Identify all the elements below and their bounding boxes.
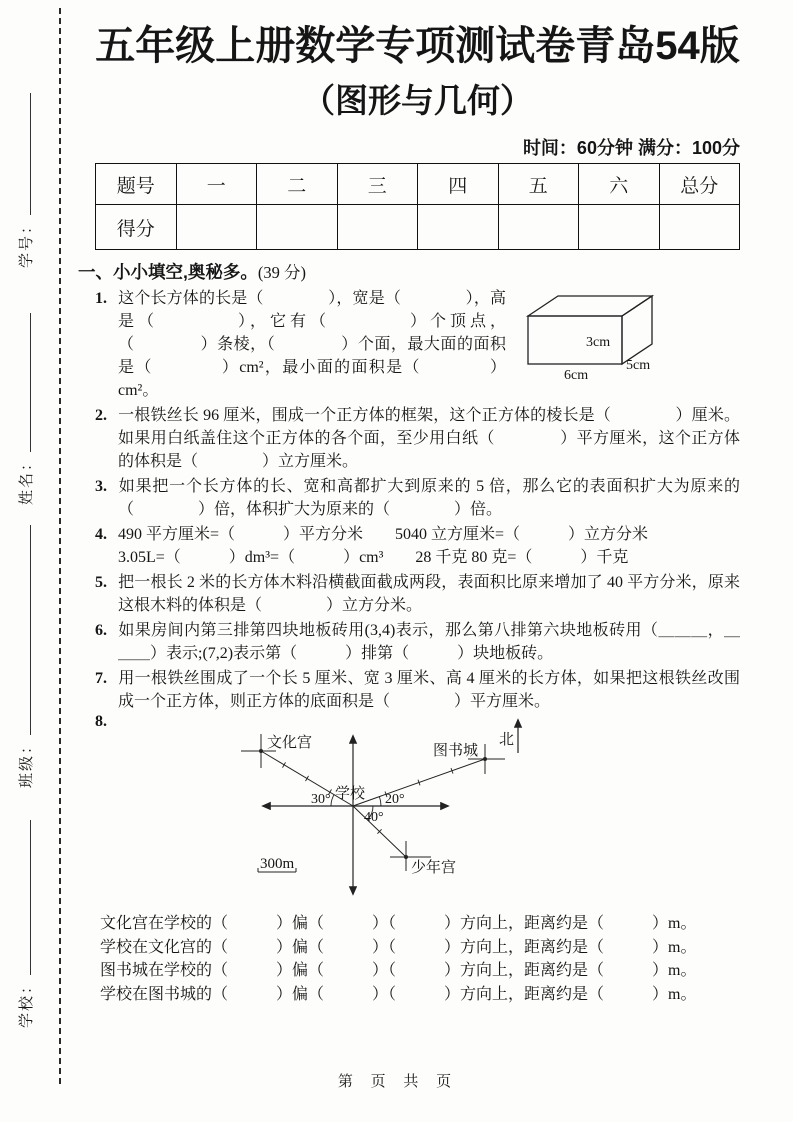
- cuboid-height-label: 3cm: [586, 335, 611, 350]
- score-table-empty-cell: [176, 205, 257, 250]
- question-1: [95, 287, 740, 402]
- fill-line: 图书城在学校的（ ）偏（ ）（ ）方向上，距离约是（ ）m。: [100, 962, 697, 979]
- name-blank: [14, 313, 31, 452]
- main-content: [78, 20, 740, 1006]
- angle-20-label: 20°: [385, 792, 405, 807]
- question-text: 490 平方厘米=（ ）平方分米 5040 立方厘米=（ ）立方分米: [118, 526, 649, 543]
- score-table: [95, 163, 740, 250]
- section1-heading-text: 一、小小填空,奥秘多。: [78, 262, 258, 282]
- angle-30-label: 30°: [311, 792, 331, 807]
- score-table-empty-cell: [418, 205, 499, 250]
- question-number: 4.: [95, 526, 107, 543]
- class-label: 班级：: [19, 736, 35, 788]
- score-table-empty-cell: [337, 205, 418, 250]
- section1-heading: [78, 259, 740, 284]
- question-4: [95, 523, 740, 569]
- score-table-cell: 题号: [96, 164, 177, 205]
- seal-dashed-line: [59, 8, 61, 1084]
- school-label: 学校: [335, 786, 366, 802]
- question-text: 如果房间内第三排第四块地板砖用(3,4)表示，那么第八排第六块地板砖用（＿＿＿，＿＿＿）表示;(7,2)表示第（ ）排第（ ）块地板砖。: [118, 622, 740, 662]
- fill-line: 文化宫在学校的（ ）偏（ ）（ ）方向上，距离约是（ ）m。: [100, 915, 697, 932]
- school-blank: [14, 820, 31, 975]
- question-7: [95, 667, 740, 713]
- score-table-cell: 五: [498, 164, 579, 205]
- question-5: [95, 571, 740, 617]
- question-number: 8.: [95, 713, 107, 730]
- question-number: 1.: [95, 290, 107, 307]
- score-table-cell: 二: [257, 164, 338, 205]
- score-table-cell: 总分: [659, 164, 740, 205]
- score-table-empty-cell: [579, 205, 660, 250]
- youth-palace-label: 少年宫: [411, 860, 457, 876]
- sidebar-field-school: [14, 805, 38, 1028]
- fill-line: 学校在图书城的（ ）偏（ ）（ ）方向上，距离约是（ ）m。: [100, 985, 697, 1003]
- question-text: 一根铁丝长 96 厘米，围成一个正方体的框架，这个正方体的棱长是（ ）厘米。如果用白纸盖住这个正方体的各个面，至少用白纸（ ）平方厘米，这个正方体的体积是（ ）立方厘米。: [118, 407, 740, 470]
- paper-title: 五年级上册数学专项测试卷青岛54版: [95, 24, 740, 68]
- score-table-score-row: [96, 205, 740, 250]
- class-blank: [14, 525, 31, 735]
- score-table-cell: 三: [337, 164, 418, 205]
- book-city-label: 图书城: [433, 743, 479, 759]
- question-6: [95, 619, 740, 665]
- question-number: 2.: [95, 407, 107, 424]
- score-table-cell: 一: [176, 164, 257, 205]
- cuboid-depth-label: 5cm: [626, 358, 651, 373]
- sidebar-field-student-id: [14, 80, 38, 268]
- page-footer: 第 页 共 页: [337, 1074, 456, 1090]
- question-text: 这个长方体的长是（ ），宽是（ ），高是（ ），它有（ ）个顶点，（ ）条棱，（ ）个面，最大面的面积是（ ）cm²，最小面的面积是（ ）cm²。: [118, 290, 506, 399]
- score-table-empty-cell: [659, 205, 740, 250]
- question-text: 如果把一个长方体的长、宽和高都扩大到原来的 5 倍，那么它的表面积扩大为原来的（ ）倍，体积扩大为原来的（ ）倍。: [118, 478, 740, 518]
- score-table-cell: 六: [579, 164, 660, 205]
- north-label: 北: [499, 732, 515, 748]
- q8-fill-lines: [100, 912, 740, 1006]
- question-3: [95, 475, 740, 521]
- question-number: 7.: [95, 670, 107, 687]
- question-number: 6.: [95, 622, 107, 639]
- section1-heading-score: (39 分): [257, 263, 306, 282]
- question-number: 3.: [95, 478, 107, 495]
- scale-label: 300m: [260, 856, 295, 872]
- question-text: 用一根铁丝围成了一个长 5 厘米、宽 3 厘米、高 4 厘米的长方体，如果把这根铁丝改围成一个正方体，则正方体的底面积是（ ）平方厘米。: [118, 670, 740, 710]
- cuboid-width-label: 6cm: [564, 368, 589, 383]
- student-id-label: 学号：: [19, 216, 35, 268]
- paper-subtitle: （图形与几何）: [302, 82, 533, 119]
- score-table-cell: 得分: [96, 205, 177, 250]
- culture-palace-label: 文化宫: [267, 735, 313, 751]
- score-table-header-row: [96, 164, 740, 205]
- question-text-line2: 3.05L=（ ）dm³=（ ）cm³ 28 千克 80 克=（ ）千克: [118, 549, 629, 566]
- name-label: 姓名：: [19, 453, 35, 505]
- score-table-empty-cell: [498, 205, 579, 250]
- question-text: 把一根长 2 米的长方体木料沿横截面截成两段，表面积比原来增加了 40 平方分米，原来这根木料的体积是（ ）立方分米。: [118, 574, 740, 614]
- question-8: [95, 711, 740, 906]
- direction-map-figure: [233, 711, 553, 906]
- school-label: 学校：: [19, 976, 35, 1028]
- question-2: [95, 404, 740, 473]
- fill-line: 学校在文化宫的（ ）偏（ ）（ ）方向上，距离约是（ ）m。: [100, 938, 697, 956]
- sidebar-field-name: [14, 300, 38, 505]
- student-id-blank: [14, 93, 31, 215]
- score-table-cell: 四: [418, 164, 499, 205]
- time-score-info: 时间：60分钟 满分：100分: [522, 138, 740, 158]
- angle-40-label: 40°: [364, 810, 384, 825]
- score-table-empty-cell: [257, 205, 338, 250]
- cuboid-figure: [520, 289, 680, 384]
- sidebar-field-class: [14, 512, 38, 788]
- question-number: 5.: [95, 574, 107, 591]
